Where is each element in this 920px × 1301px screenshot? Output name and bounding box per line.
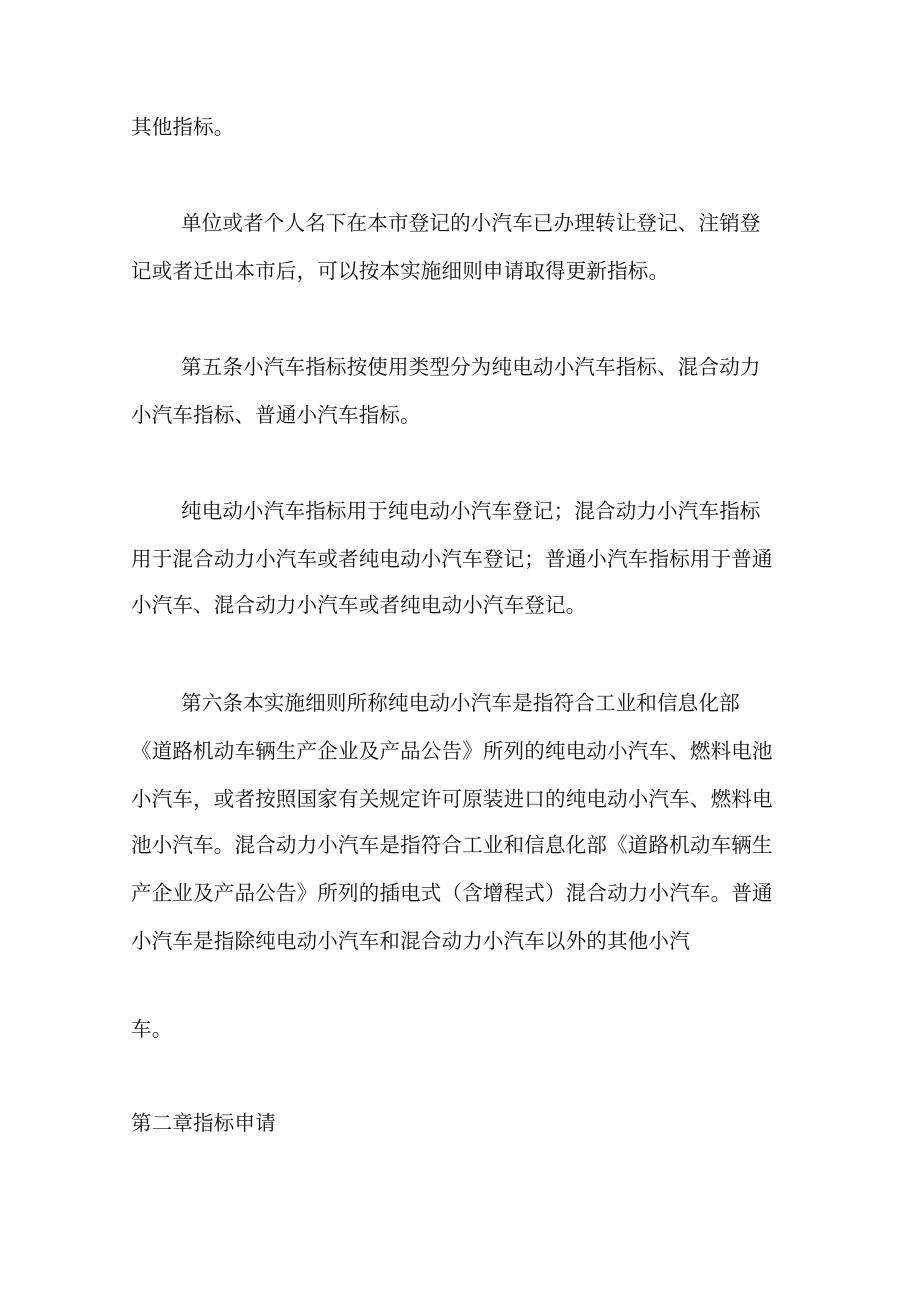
chapter-title: 第二章指标申请 <box>131 1111 276 1135</box>
text-line: 产企业及产品公告》所列的插电式（含增程式）混合动力小汽车。普通 <box>131 881 773 905</box>
text-line: 小汽车、混合动力小汽车或者纯电动小汽车登记。 <box>131 593 587 617</box>
text-line: 用于混合动力小汽车或者纯电动小汽车登记；普通小汽车指标用于普通 <box>131 547 773 571</box>
text-line: 记或者迁出本市后，可以按本实施细则申请取得更新指标。 <box>131 259 670 283</box>
text-line: 纯电动小汽车指标用于纯电动小汽车登记；混合动力小汽车指标 <box>181 499 761 523</box>
text-line: 小汽车，或者按照国家有关规定许可原装进口的纯电动小汽车、燃料电 <box>131 787 773 811</box>
text-line: 小汽车是指除纯电动小汽车和混合动力小汽车以外的其他小汽 <box>131 929 690 953</box>
text-line: 小汽车指标、普通小汽车指标。 <box>131 403 421 427</box>
text-line: 车。 <box>131 1017 173 1041</box>
text-line: 其他指标。 <box>131 115 235 139</box>
text-line: 单位或者个人名下在本市登记的小汽车已办理转让登记、注销登 <box>181 211 761 235</box>
text-line: 池小汽车。混合动力小汽车是指符合工业和信息化部《道路机动车辆生 <box>131 833 773 857</box>
text-line: 《道路机动车辆生产企业及产品公告》所列的纯电动小汽车、燃料电池 <box>131 739 773 763</box>
text-line: 第五条小汽车指标按使用类型分为纯电动小汽车指标、混合动力 <box>181 355 761 379</box>
text-line: 第六条本实施细则所称纯电动小汽车是指符合工业和信息化部 <box>181 691 740 715</box>
